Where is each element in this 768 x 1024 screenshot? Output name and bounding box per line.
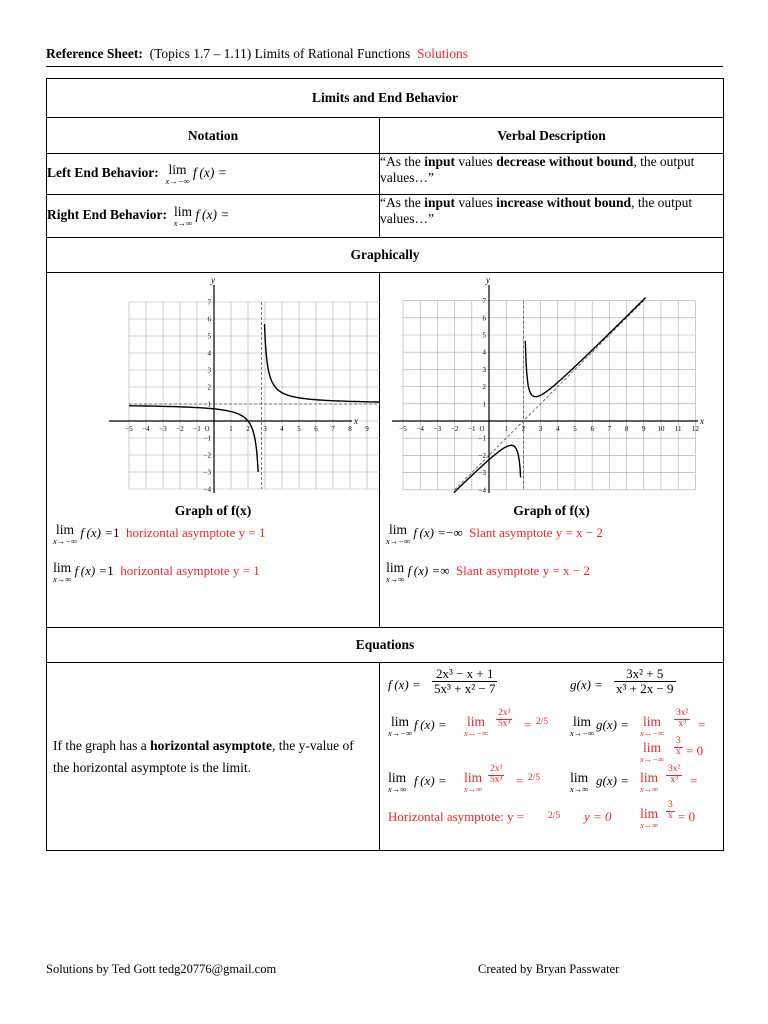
x-tick-label: 8 [624,425,629,433]
page-header [46,46,468,62]
slant-asymptote [455,301,644,490]
x-tick-label: −3 [159,425,167,433]
y-tick-label: −2 [478,451,486,460]
y-tick-label: −3 [203,468,211,477]
section-title-equations: Equations [47,628,724,663]
right-limits: lim x→∞ f (x) = lim x→∞ $\frac{\text{2x³}}{\text{5x³}}$ = 2/5 lim x→∞ g(x) = lim x→∞ $\frac{\text{3x²}}{\text{x³}}$ = [388,764,698,794]
y-tick-label: −2 [203,451,211,460]
graph-2-right-limit: lim x→∞ f (x) =∞ Slant asymptote y = x − 2 [386,560,590,584]
function-definitions: f (x) = $\frac{\text{2x³ − x + 1}}{\text{5x³ + x² − 7}}$ g(x) = $\frac{\text{3x² + 5}}{\text{x³ + 2x − 9}}$ [388,666,674,696]
x-tick-label: 1 [229,425,233,433]
x-tick-label: 2 [246,425,250,433]
x-tick-label: O [479,425,485,433]
left-end-description: “As the input values decrease without bound, the output values…” [380,154,724,195]
graph-2-caption: Graph of f(x) [513,503,590,518]
x-tick-label: 10 [657,425,665,433]
x-tick-label: 9 [365,425,369,433]
x-tick-label: −1 [193,425,201,433]
y-tick-label: 1 [207,400,211,409]
y-axis-label: y [486,275,490,285]
y-tick-label: 6 [207,315,211,324]
header-rule [46,66,723,67]
graph-1-left-limit: lim x→−∞ f (x) =1 horizontal asymptote y = 1 [53,522,266,546]
x-tick-label: −5 [399,425,407,433]
left-end-notation: Left End Behavior: lim x→−∞ f (x) = [47,154,380,195]
y-tick-label: −3 [478,469,486,478]
x-tick-label: 8 [348,425,352,433]
x-tick-label: 6 [590,425,594,433]
x-tick-label: O [204,425,210,433]
y-tick-label: 6 [482,314,486,323]
x-tick-label: 7 [331,425,335,433]
x-tick-label: −5 [125,425,133,433]
header-prefix: Reference Sheet: [46,46,143,61]
header-solutions: Solutions [417,46,469,61]
x-tick-label: −3 [433,425,442,433]
section-title-graphically: Graphically [47,238,724,273]
section-title-limits: Limits and End Behavior [47,79,724,118]
x-tick-label: 5 [297,425,301,433]
x-tick-label: −2 [450,425,459,433]
right-end-notation: Right End Behavior: lim x→∞ f (x) = [47,195,380,238]
x-tick-label: 1 [504,425,508,433]
x-tick-label: 5 [573,425,577,433]
header-topics: (Topics 1.7 – 1.11) Limits of Rational Functions [149,46,411,61]
y-tick-label: 5 [482,331,486,340]
y-tick-label: −1 [478,434,486,443]
left-limits: lim x→−∞ f (x) = lim x→−∞ $\frac{\text{2x³}}{\text{5x³}}$ = 2/5 lim x→−∞ g(x) = lim x→−∞ $\frac{\text{3x²}}{\text{x³}}$ = lim x→−∞ $\frac{3}{x}$ = 0 [388,708,706,764]
y-tick-label: 2 [482,383,486,392]
y-tick-label: −4 [478,486,486,495]
y-tick-label: 1 [482,400,486,409]
graph-2-left-limit: lim x→−∞ f (x) =−∞ Slant asymptote y = x − 2 [386,522,603,546]
graph-horizontal-asymptote [47,273,380,503]
graph-cell-1 [47,273,380,628]
y-tick-label: 7 [207,298,211,307]
curve-right-branch [525,298,645,397]
y-tick-label: −1 [203,434,211,443]
x-tick-label: −1 [468,425,476,433]
y-tick-label: −4 [203,485,211,494]
y-tick-label: 2 [207,383,211,392]
reference-table [46,78,724,851]
equations-description: If the graph has a horizontal asymptote, the y-value of the horizontal asymptote is the limit. [47,663,380,851]
x-tick-label: 4 [556,425,560,433]
y-axis-label: y [211,275,215,285]
footer-right: Created by Bryan Passwater [478,962,620,976]
x-tick-label: −4 [142,425,150,433]
right-end-description: “As the input values increase without bound, the output values…” [380,195,724,238]
footer-left: Solutions by Ted Gott tedg20776@gmail.com [46,962,277,976]
x-axis-label: x [354,416,358,426]
x-tick-label: 6 [314,425,318,433]
x-tick-label: 11 [674,425,682,433]
x-tick-label: −4 [416,425,424,433]
g-fraction: $\frac{\text{3x² + 5}}{\text{x³ + 2x − 9}}$ [616,666,674,696]
x-tick-label: 4 [280,425,284,433]
x-tick-label: 2 [521,425,526,433]
graph-1-right-limit: lim x→∞ f (x) =1 horizontal asymptote y = 1 [53,560,260,584]
curve-left-branch [129,406,258,472]
curve-left-branch [454,445,521,495]
y-tick-label: 4 [207,349,211,358]
y-tick-label: 4 [482,348,486,357]
col-header-verbal: Verbal Description [380,118,724,154]
graph-slant-asymptote [380,273,724,503]
x-tick-label: 7 [607,425,612,433]
y-tick-label: 3 [482,365,486,374]
y-tick-label: 5 [207,332,211,341]
x-tick-label: −2 [176,425,184,433]
equations-work [380,663,724,851]
graph-1-caption: Graph of f(x) [174,503,252,518]
y-tick-label: 7 [482,297,486,306]
f-fraction: $\frac{\text{2x³ − x + 1}}{\text{5x³ + x² − 7}}$ [434,666,496,696]
x-tick-label: 12 [691,425,699,433]
asymptote-summary: Horizontal asymptote: y = 2/5 y = 0 lim x→∞ $\frac{3}{x}$ = 0 [388,800,696,830]
x-tick-label: 9 [642,425,646,433]
x-axis-label: x [700,416,704,426]
x-tick-label: 3 [538,425,543,433]
graph-cell-2 [380,273,724,628]
x-tick-label: 3 [263,425,267,433]
col-header-notation: Notation [47,118,380,154]
y-tick-label: 3 [207,366,211,375]
